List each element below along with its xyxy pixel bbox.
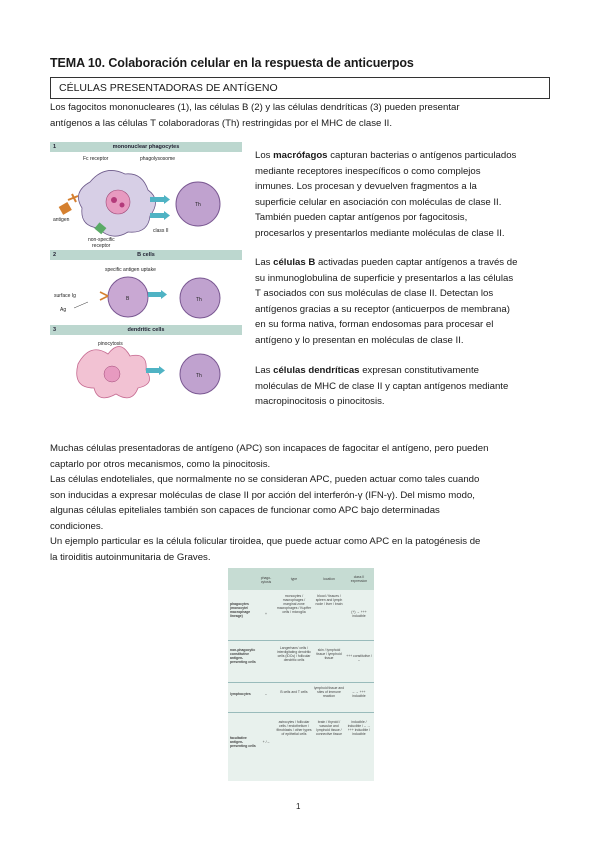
apc-other-paragraph [50, 441, 550, 565]
table-cell: non-phagocytic constitutive antigen-presenting cells [230, 648, 256, 664]
class-ii-icon [150, 197, 164, 202]
intro-line: antígenos a las células T colaboradoras (Th) restringidas por el MHC de clase II. [50, 117, 392, 129]
table-header: phago-cytosis [260, 576, 272, 584]
text-line: inmunes. Los procesan y devuelven fragmentos a la [255, 181, 477, 192]
specific-uptake-label: specific antigen uptake [105, 267, 156, 273]
text-line: son inducidas a expresar moléculas de clase II por acción del interferón-γ (IFN-γ). Del mismo modo, [50, 489, 475, 501]
phagolysosome-icon [106, 190, 130, 214]
svg-text:Th: Th [196, 297, 202, 303]
b-label: B [126, 296, 130, 302]
antigen-icon [59, 202, 72, 215]
fc-receptor-icon [68, 194, 78, 202]
text-line: Un ejemplo particular es la célula folicular tiroidea, que puede actuar como APC en la patogénesis de [50, 536, 481, 547]
dendritic-panel [77, 341, 220, 398]
svg-text:Th: Th [196, 373, 202, 379]
bold-term: células B [273, 257, 316, 268]
table-cell: astrocytes / follicular cells / endothelium / fibroblasts / other types of epithelial cells [276, 720, 312, 736]
pinocytosis-label: pinocytosis [98, 341, 123, 347]
surface-ig-label: surface Ig [54, 293, 76, 299]
text-line: captarlo por otros mecanismos, como la pinocitosis. [50, 458, 271, 470]
table-cell: (+) → +++ inducible [351, 610, 367, 618]
table-cell: brain / thyroid / vascular and lymphoid tissue / connective tissue [315, 720, 342, 736]
nonspecific-label: non-specific [88, 237, 115, 243]
macrophage-paragraph [255, 148, 550, 241]
table-cell: – [265, 692, 267, 696]
apc-figure [50, 142, 242, 404]
text-line: Las células B activadas pueden captar antígenos a través de [255, 257, 518, 268]
text-line: la tiroiditis autoinmunitaria de Graves. [50, 551, 211, 563]
bcell-paragraph [255, 255, 550, 348]
table-cell: blood / tissues / spleen and lymph node / liver / brain [315, 594, 343, 606]
intro-paragraph [50, 100, 550, 131]
surface-ig-icon [100, 292, 108, 300]
text-line: antígeno y lo presentan en moléculas de clase II. [255, 334, 464, 346]
text-line: algunas células epiteliales también son capaces de funcionar como APC bajo determinadas [50, 505, 440, 516]
apc-table [228, 568, 374, 781]
bcell-panel [54, 267, 220, 318]
text-line: mediante receptores inespecíficos o como complejos [255, 165, 481, 177]
text-line: procesarlos y presentarlos mediante moléculas de clase II. [255, 227, 505, 239]
text-line: Muchas células presentadoras de antígeno (APC) son incapaces de fagocitar el antígeno, pero pueden [50, 443, 489, 454]
table-cell: skin / lymphoid tissue / lymphoid tissue [316, 648, 342, 660]
text-line: superficie celular en asociación con moléculas de clase II. [255, 196, 502, 208]
page-title: TEMA 10. Colaboración celular en la respuesta de anticuerpos [50, 56, 414, 70]
panel-label: dendritic cells [127, 327, 165, 333]
text-line: macropinocitosis o pinocitosis. [255, 396, 385, 407]
text-line: Las células endoteliales, que normalmente no se consideran APC, pueden actuar como tales cuando [50, 474, 480, 485]
table-cell: +++ constitutive / – [346, 654, 372, 662]
table-cell: – → +++ inducible [352, 690, 366, 698]
bold-term: células dendríticas [273, 365, 360, 376]
text-line: Las células dendríticas expresan constitutivamente [255, 365, 479, 376]
table-cell: + [265, 612, 267, 616]
text-line: en su forma nativa, forman endosomas para procesar el [255, 319, 494, 330]
fc-receptor-label: Fc receptor [83, 156, 109, 162]
text-line: T asociados con sus moléculas de clase II. Detectan los [255, 288, 494, 299]
page-number: 1 [296, 802, 301, 811]
text-line: moléculas de MHC de clase II y captan antígenos mediante [255, 380, 509, 392]
class-ii-label: class II [153, 228, 169, 234]
table-cell: + / – [262, 740, 270, 744]
apc-illustration [50, 142, 242, 404]
table-cell: phagocytes (monocyte/ macrophage lineage) [230, 602, 251, 618]
text-line: También pueden captar antígenos por fagocitosis, [255, 212, 468, 223]
section-heading: CÉLULAS PRESENTADORAS DE ANTÍGENO [50, 77, 550, 99]
intro-line: Los fagocitos mononucleares (1), las células B (2) y las células dendríticas (3) pueden presentar [50, 102, 460, 113]
table-header: location [323, 577, 335, 581]
table-header: type [290, 577, 298, 581]
phagolysosome-label: phagolysosome [140, 156, 176, 162]
antigen-label: antigen [53, 217, 70, 223]
panel-label: mononuclear phagocytes [112, 144, 180, 150]
ag-label: Ag [60, 307, 67, 313]
text-line: condiciones. [50, 520, 104, 532]
text-line: antígenos gracias a su receptor (anticuerpos de membrana) [255, 303, 510, 315]
table-cell: B cells and T cells [280, 690, 308, 694]
table-cell: lymphocytes [230, 692, 251, 696]
table-cell: facultative antigen-presenting cells [230, 736, 256, 748]
table-cell: monocytes / macrophages / marginal zone macrophages / Kupffer cells / microglia [276, 594, 312, 614]
table-header: class II expression [350, 575, 368, 583]
table-cell: lymphoid tissue and sites of immune reaction [314, 686, 344, 698]
table-cell: inducible / inducible / – → +++ inducible / inducible [347, 720, 371, 736]
bold-term: macrófagos [273, 150, 328, 161]
receptor-label: receptor [92, 243, 111, 249]
panel-number: 3 [53, 327, 57, 333]
th-label: Th [195, 202, 201, 208]
table-cell: Langerhans' cells / interdigitating dendritic cells (IDCs) / follicular dendritic cells [277, 646, 311, 662]
panel-number: 2 [53, 252, 57, 258]
macrophage-panel [53, 156, 220, 249]
panel-number: 1 [53, 144, 57, 150]
text-line: Los macrófagos capturan bacterias o antígenos particulados [255, 150, 517, 161]
dendritic-paragraph [255, 363, 550, 410]
panel-label: B cells [137, 252, 155, 258]
text-line: su inmunoglobulina de superficie y presentarlos a las células [255, 272, 514, 284]
